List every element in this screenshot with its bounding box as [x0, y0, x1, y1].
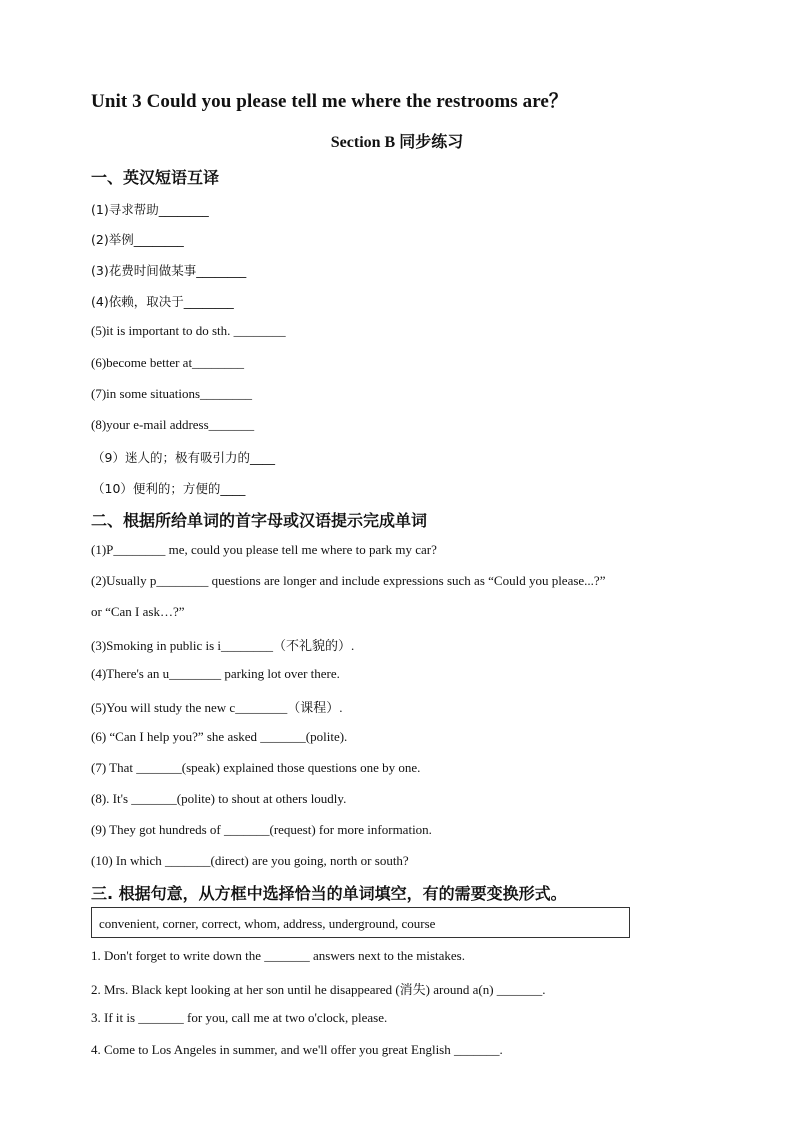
- section1-item: (1)寻求帮助________: [91, 202, 209, 217]
- section1-item: (7)in some situations________: [91, 386, 253, 401]
- section2-item: (6) “Can I help you?” she asked _______(polite).: [91, 729, 348, 744]
- page-subtitle: Section B 同步练习: [330, 134, 464, 151]
- section1-item: （10）便利的；方便的____: [92, 481, 246, 496]
- section2-item: (9) They got hundreds of _______(request) for more information.: [91, 822, 432, 837]
- section1-item: (3)花费时间做某事________: [91, 263, 247, 278]
- section2-item: (2)Usually p________ questions are longer and include expressions such as “Could you please...?”: [91, 573, 606, 588]
- section1-item: (2)举例________: [91, 232, 184, 247]
- section3-item: 3. If it is _______ for you, call me at two o'clock, please.: [91, 1010, 388, 1025]
- section2-item: (5)You will study the new c________（课程）.: [91, 700, 343, 715]
- section1-item: (4)依赖，取决于________: [91, 294, 234, 309]
- section2-item: (4)There's an u________ parking lot over there.: [91, 666, 340, 681]
- section2-heading: 二、根据所给单词的首字母或汉语提示完成单词: [91, 511, 428, 530]
- section1-item: （9）迷人的；极有吸引力的____: [92, 450, 275, 465]
- section2-item: (10) In which _______(direct) are you going, north or south?: [91, 853, 409, 868]
- section3-item: 1. Don't forget to write down the _______ answers next to the mistakes.: [91, 948, 465, 963]
- section2-item: (7) That _______(speak) explained those questions one by one.: [91, 760, 421, 775]
- section3-item: 4. Come to Los Angeles in summer, and we'll offer you great English _______.: [91, 1042, 503, 1057]
- section2-item: (8). It's _______(polite) to shout at others loudly.: [91, 791, 347, 806]
- section1-heading: 一、英汉短语互译: [91, 168, 220, 187]
- section1-item: (6)become better at________: [91, 355, 245, 370]
- section2-item: or “Can I ask…?”: [91, 604, 185, 619]
- word-bank-box: convenient, corner, correct, whom, address, underground, course: [91, 907, 630, 938]
- section2-item: (1)P________ me, could you please tell me where to park my car?: [91, 542, 437, 557]
- section2-item: (3)Smoking in public is i________（不礼貌的）.: [91, 638, 355, 653]
- section1-item: (8)your e-mail address_______: [91, 417, 255, 432]
- section3-item: 2. Mrs. Black kept looking at her son until he disappeared (消失) around a(n) _______.: [91, 982, 546, 997]
- section1-item: (5)it is important to do sth. ________: [91, 323, 286, 338]
- section3-heading: 三. 根据句意，从方框中选择恰当的单词填空，有的需要变换形式。: [91, 884, 567, 903]
- page-title: Unit 3 Could you please tell me where the restrooms are？: [91, 91, 569, 112]
